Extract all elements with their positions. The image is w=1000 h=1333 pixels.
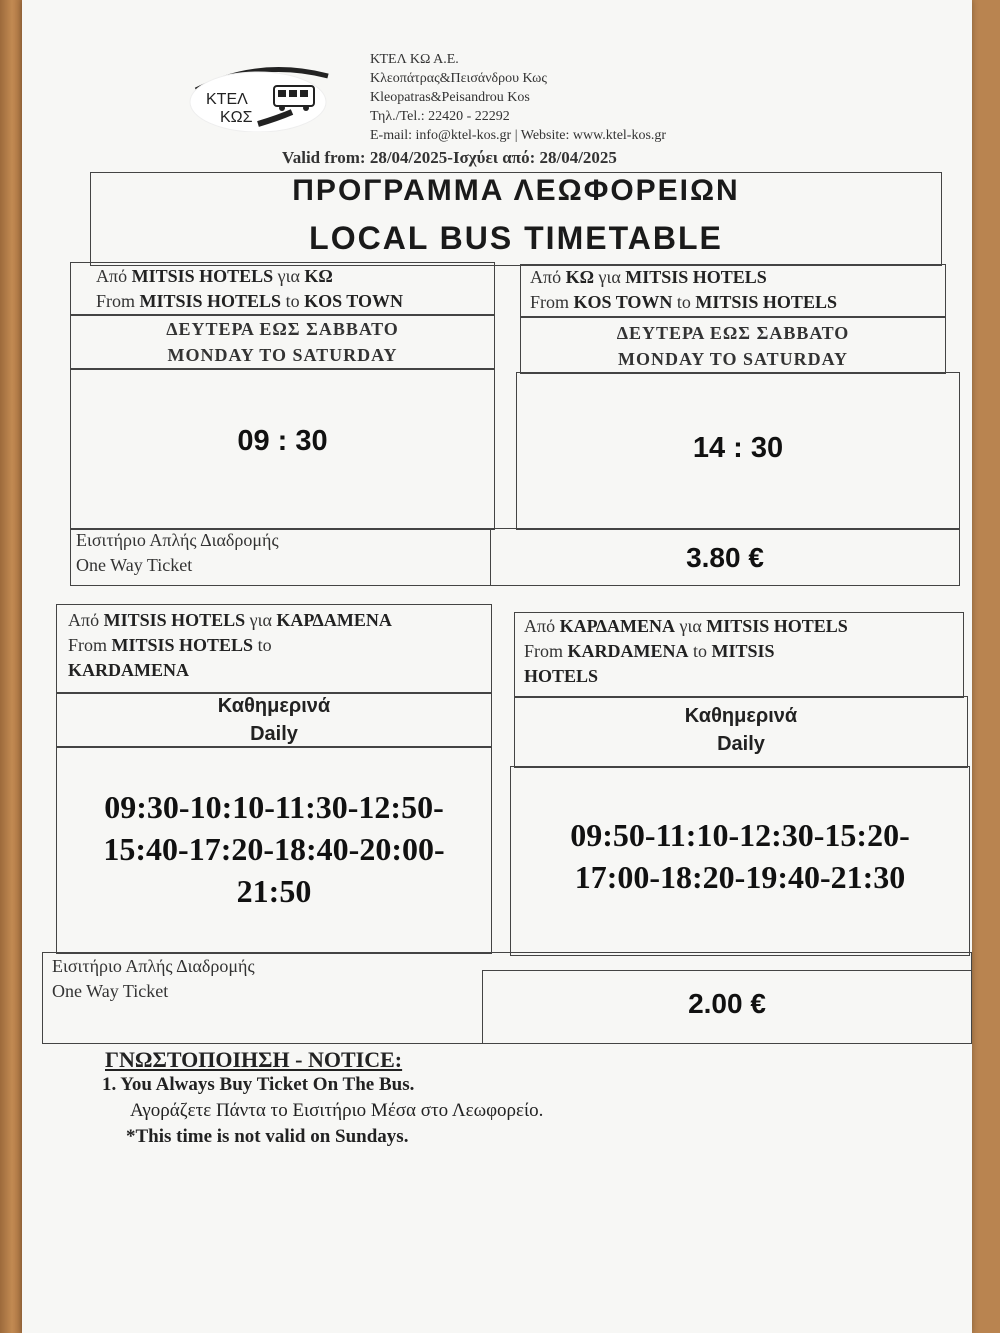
logo-text-ktel: ΚΤΕΛ [206, 91, 248, 108]
notice-title: ΓΝΩΣΤΟΠΟΙΗΣΗ - NOTICE: [105, 1047, 403, 1072]
departures-hotels-to-kardamena: 09:30-10:10-11:30-12:50- 15:40-17:20-18:40-20:00- 21:50 [103, 789, 445, 909]
notice-line-1: 1. You Always Buy Ticket On The Bus. [102, 1074, 415, 1095]
company-name: ΚΤΕΛ ΚΩ Α.Ε. [370, 52, 459, 67]
notice-line-3: *This time is not valid on Sundays. [126, 1126, 409, 1147]
logo-text-kos: ΚΩΣ [220, 109, 253, 126]
departures-kardamena-to-hotels: 09:50-11:10-12:30-15:20- 17:00-18:20-19:40-21:30 [570, 817, 910, 895]
title-greek: ΠΡΟΓΡΑΜΜΑ ΛΕΩΦΟΡΕΙΩΝ [292, 174, 740, 207]
daily-right: Καθημερινά Daily [684, 705, 798, 755]
company-header [370, 50, 666, 145]
days-left: ΔΕΥΤΕΡΑ ΕΩΣ ΣΑΒΒΑΤΟ MONDAY TO SATURDAY [166, 319, 399, 365]
departure-time-kos-to-hotels: 14 : 30 [692, 432, 784, 464]
route-kos-to-hotels: Από ΚΩ για MITSIS HOTELS From KOS TOWN to MITSIS HOTELS [530, 267, 837, 312]
address-greek: Κλεοπάτρας&Πεισάνδρου Κως [370, 71, 547, 86]
notice-line-2: Αγοράζετε Πάντα το Εισιτήριο Μέσα στο Λεωφορείο. [130, 1100, 544, 1121]
email-website: E-mail: info@ktel-kos.gr | Website: www.ktel-kos.gr [370, 128, 667, 143]
address-english: Kleopatras&Peisandrou Kos [370, 90, 530, 105]
route-kardamena-to-hotels: Από ΚΑΡΔΑΜΕΝΑ για MITSIS HOTELS From KARDAMENA to MITSIS HOTELS [524, 616, 848, 686]
ticket-label-1: Εισιτήριο Απλής Διαδρομής One Way Ticket [76, 530, 279, 575]
ticket-label-2: Εισιτήριο Απλής Διαδρομής One Way Ticket [52, 956, 255, 1001]
ktel-kos-logo [188, 62, 338, 132]
days-right: ΔΕΥΤΕΡΑ ΕΩΣ ΣΑΒΒΑΤΟ MONDAY TO SATURDAY [616, 323, 850, 369]
ticket-price-1: 3.80 € [686, 542, 764, 573]
route-hotels-to-kardamena: Από MITSIS HOTELS για ΚΑΡΔΑΜΕΝΑ From MITSIS HOTELS to KARDAMENA [68, 610, 392, 680]
route-hotels-to-kos: Από MITSIS HOTELS για ΚΩ From MITSIS HOTELS to KOS TOWN [96, 266, 403, 311]
phone-number: Τηλ./Tel.: 22420 - 22292 [370, 109, 510, 124]
ticket-price-2: 2.00 € [688, 988, 766, 1019]
departure-time-hotels-to-kos: 09 : 30 [237, 425, 328, 457]
daily-left: Καθημερινά Daily [217, 695, 331, 745]
notice-text [102, 1072, 543, 1150]
title-english: LOCAL BUS TIMETABLE [309, 220, 723, 256]
valid-from-date: Valid from: 28/04/2025-Ισχύει από: 28/04/2025 [282, 148, 617, 167]
